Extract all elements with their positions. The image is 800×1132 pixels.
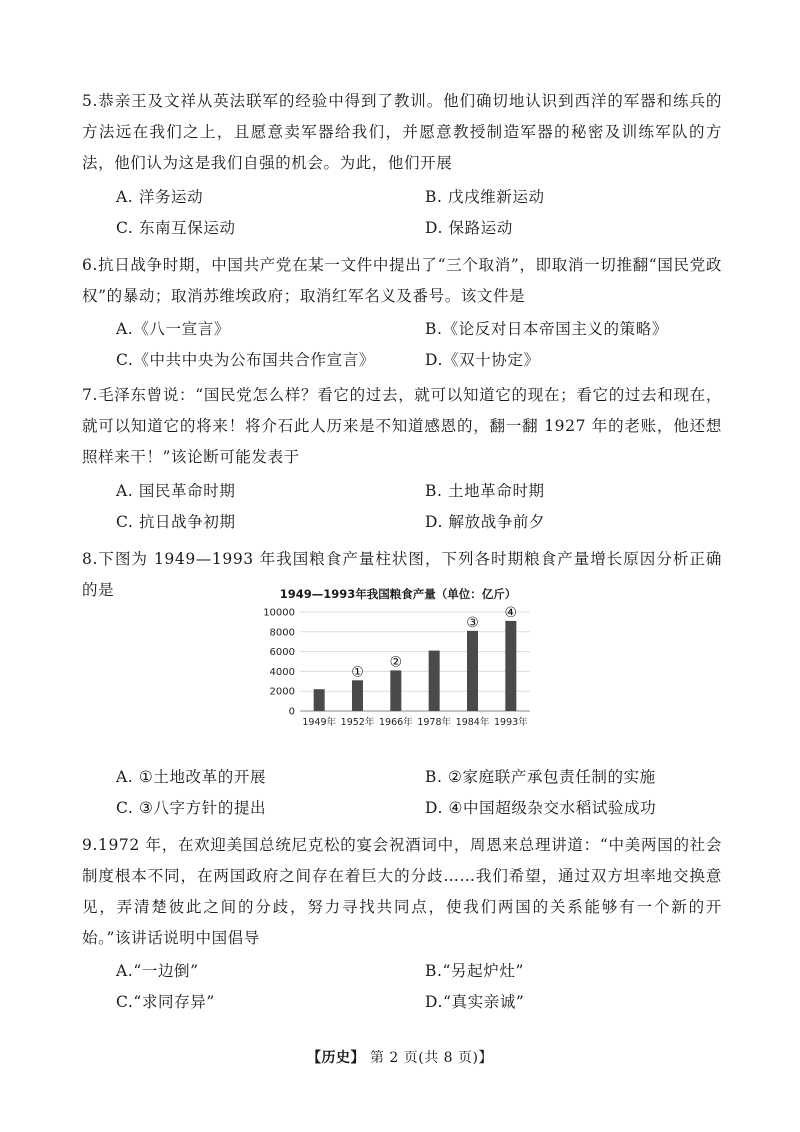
q7-option-d[interactable]: D. 解放战争前夕 (425, 513, 546, 531)
footer-page-number: 第 2 页(共 8 页)】 (369, 1050, 493, 1066)
x-tick-label: 1949年 (302, 717, 337, 728)
x-tick-label: 1984年 (455, 717, 490, 728)
bar (467, 631, 478, 711)
question-5-options (116, 182, 676, 244)
question-9-options (116, 956, 676, 1018)
question-8-options (116, 762, 676, 824)
y-tick-label: 6000 (269, 647, 295, 659)
q5-option-b[interactable]: B. 戊戌维新运动 (425, 188, 545, 206)
page-footer (0, 1047, 800, 1067)
question-6-stem: 6.抗日战争时期，中国共产党在某一文件中提出了“三个取消”，即取消一切推翻“国民党政权”的暴动；取消苏维埃政府；取消红军名义及番号。该文件是 (82, 256, 722, 305)
x-tick-label: 1993年 (493, 717, 528, 728)
q6-option-b[interactable]: B.《论反对日本帝国主义的策略》 (425, 320, 668, 338)
y-tick-label: 0 (288, 706, 295, 718)
bar-marker-label: ③ (466, 614, 479, 631)
q7-option-a[interactable]: A. 国民革命时期 (116, 482, 236, 500)
bar-marker-label: ④ (504, 604, 518, 621)
q8-option-d[interactable]: D. ④中国超级杂交水稻试验成功 (425, 799, 657, 817)
question-9-stem: 9.1972 年，在欢迎美国总统尼克松的宴会祝酒词中，周恩来总理讲道：“中美两国的社会制度根本不同，在两国政府之间存在着巨大的分歧……我们希望，通过双方坦率地交换意见，弄清楚彼此之间的分歧，努力寻找共同点，使我们两国的关系能够有一个新的开始。”该讲话说明中国倡导 (82, 836, 722, 947)
x-tick-label: 1978年 (417, 717, 452, 728)
q7-option-b[interactable]: B. 土地革命时期 (425, 482, 545, 500)
q8-option-b[interactable]: B. ②家庭联产承包责任制的实施 (425, 768, 656, 786)
q5-option-a[interactable]: A. 洋务运动 (116, 188, 204, 206)
q7-option-c[interactable]: C. 抗日战争初期 (116, 513, 236, 531)
q5-option-c[interactable]: C. 东南互保运动 (116, 219, 236, 237)
bar-marker-label: ① (351, 664, 364, 681)
footer-subject: 【历史】 (307, 1050, 365, 1066)
x-tick-label: 1952年 (340, 717, 375, 728)
bar (314, 689, 325, 711)
grain-output-chart (258, 580, 538, 740)
question-5-stem: 5.恭亲王及文祥从英法联军的经验中得到了教训。他们确切地认识到西洋的军器和练兵的方法远在我们之上，且愿意卖军器给我们，并愿意教授制造军器的秘密及训练军队的方法，他们认为这是我们自强的机会。为此，他们开展 (82, 92, 722, 172)
q9-option-a[interactable]: A.“一边倒” (116, 962, 199, 980)
y-tick-label: 4000 (269, 666, 295, 678)
q8-option-a[interactable]: A. ①土地改革的开展 (116, 768, 267, 786)
q6-option-a[interactable]: A.《八一宣言》 (116, 320, 230, 338)
chart-title: 1949—1993年我国粮食产量（单位：亿斤） (279, 587, 517, 601)
q6-option-d[interactable]: D.《双十协定》 (425, 351, 540, 369)
q9-option-b[interactable]: B.“另起炉灶” (425, 962, 524, 980)
y-tick-label: 2000 (269, 686, 295, 698)
bar (505, 621, 516, 711)
q8-option-c[interactable]: C. ③八字方针的提出 (116, 799, 267, 817)
x-tick-label: 1966年 (378, 717, 413, 728)
question-6-options (116, 314, 676, 376)
question-8-stem: 8.下图为 1949—1993 年我国粮食产量柱状图，下列各时期粮食产量增长原因分析正确的是 (82, 550, 722, 599)
y-tick-label: 8000 (269, 627, 295, 639)
chart-plot (258, 580, 538, 740)
bar (390, 670, 401, 711)
bar (352, 680, 363, 711)
q9-option-c[interactable]: C.“求同存异” (116, 993, 215, 1011)
bar-marker-label: ② (389, 654, 403, 671)
q6-option-c[interactable]: C.《中共中央为公布国共合作宣言》 (116, 351, 375, 369)
question-7-stem: 7.毛泽东曾说：“国民党怎么样？看它的过去，就可以知道它的现在；看它的过去和现在，就可以知道它的将来！将介石此人历来是不知道感恩的，翻一翻 1927 年的老账，他还想照样来干！”该论断可能发表于 (82, 386, 722, 466)
bar (429, 651, 440, 711)
q5-option-d[interactable]: D. 保路运动 (425, 219, 513, 237)
question-7-options (116, 476, 676, 538)
y-tick-label: 10000 (263, 607, 295, 619)
q9-option-d[interactable]: D.“真实亲诚” (425, 993, 525, 1011)
